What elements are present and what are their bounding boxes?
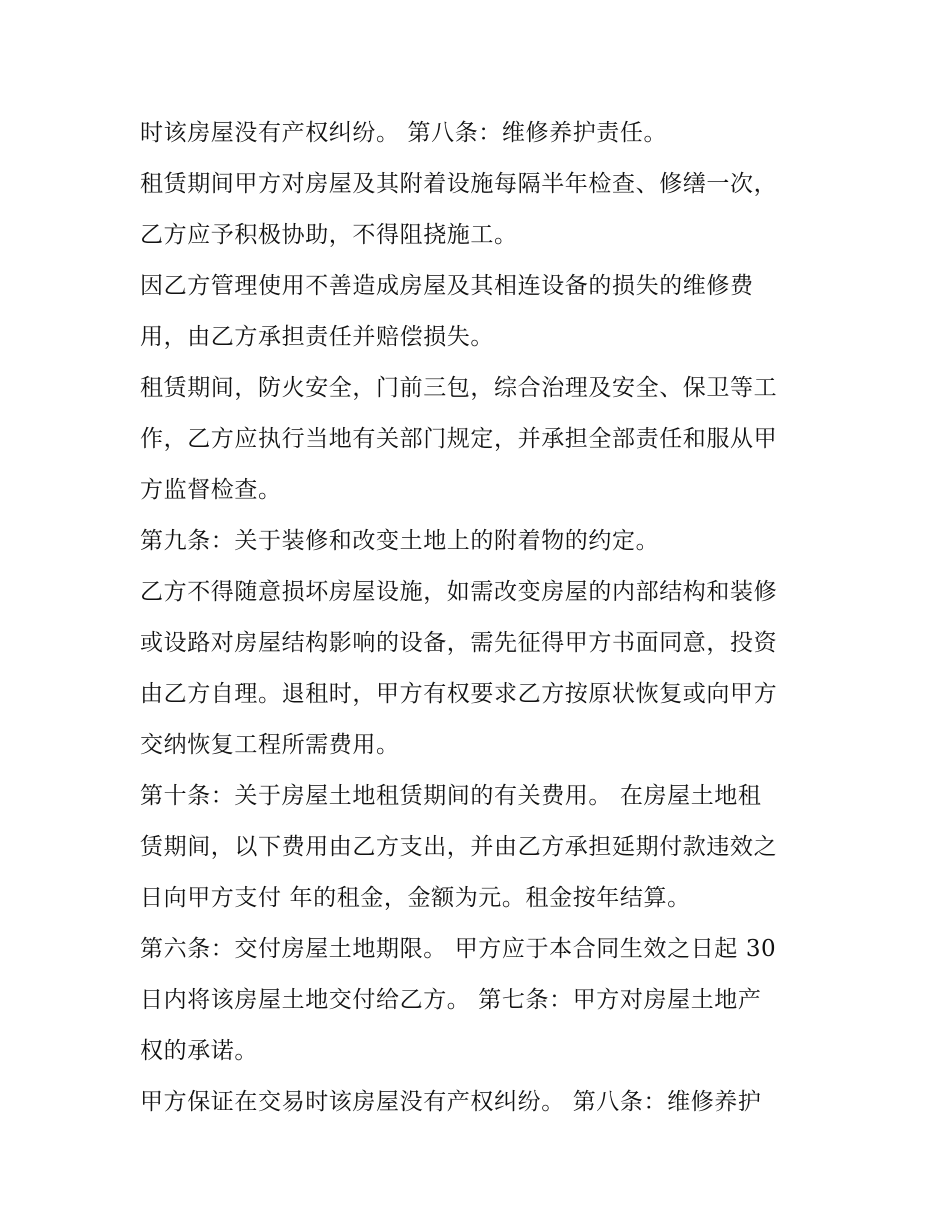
paragraph-safety bbox=[140, 363, 830, 516]
paragraph-renovation bbox=[140, 567, 830, 771]
text-line: 权的承诺。 bbox=[140, 1038, 258, 1064]
text-line: 由乙方自理。退租时，甲方有权要求乙方按原状恢复或向甲方 bbox=[140, 681, 778, 707]
text-line: 甲方保证在交易时该房屋没有产权纠纷。 第八条：维修养护 bbox=[140, 1089, 762, 1115]
text-line: 赁期间，以下费用由乙方支出，并由乙方承担延期付款违效之 bbox=[140, 834, 778, 860]
paragraph-damage-liability bbox=[140, 261, 830, 363]
text-line: 第六条：交付房屋土地期限。 甲方应于本合同生效之日起 30 bbox=[140, 936, 777, 962]
text-line: 租赁期间，防火安全，门前三包，综合治理及安全、保卫等工 bbox=[140, 375, 778, 401]
text-line: 日内将该房屋土地交付给乙方。 第七条：甲方对房屋土地产 bbox=[140, 987, 762, 1013]
text-line: 交纳恢复工程所需费用。 bbox=[140, 732, 400, 758]
document-body bbox=[140, 108, 830, 1128]
text-line: 第九条：关于装修和改变土地上的附着物的约定。 bbox=[140, 528, 660, 554]
paragraph-ownership-guarantee bbox=[140, 1077, 830, 1128]
paragraph-ownership-end bbox=[140, 108, 830, 159]
text-line: 第十条：关于房屋土地租赁期间的有关费用。 在房屋土地租 bbox=[140, 783, 762, 809]
text-line: 乙方不得随意损坏房屋设施，如需改变房屋的内部结构和装修 bbox=[140, 579, 778, 605]
text-line: 用，由乙方承担责任并赔偿损失。 bbox=[140, 324, 494, 350]
text-line: 方监督检查。 bbox=[140, 477, 282, 503]
text-line: 乙方应予积极协助，不得阻挠施工。 bbox=[140, 222, 518, 248]
text-line: 因乙方管理使用不善造成房屋及其相连设备的损失的维修费 bbox=[140, 273, 754, 299]
text-line: 或设路对房屋结构影响的设备，需先征得甲方书面同意，投资 bbox=[140, 630, 778, 656]
text-line: 租赁期间甲方对房屋及其附着设施每隔半年检查、修缮一次， bbox=[140, 171, 778, 197]
article-9-heading bbox=[140, 516, 830, 567]
text-line: 时该房屋没有产权纠纷。 第八条：维修养护责任。 bbox=[140, 120, 668, 146]
paragraph-inspection bbox=[140, 159, 830, 261]
paragraph-article-6-7 bbox=[140, 924, 830, 1077]
paragraph-article-10 bbox=[140, 771, 830, 924]
text-line: 作，乙方应执行当地有关部门规定，并承担全部责任和服从甲 bbox=[140, 426, 778, 452]
text-line: 日向甲方支付 年的租金，金额为元。租金按年结算。 bbox=[140, 885, 691, 911]
